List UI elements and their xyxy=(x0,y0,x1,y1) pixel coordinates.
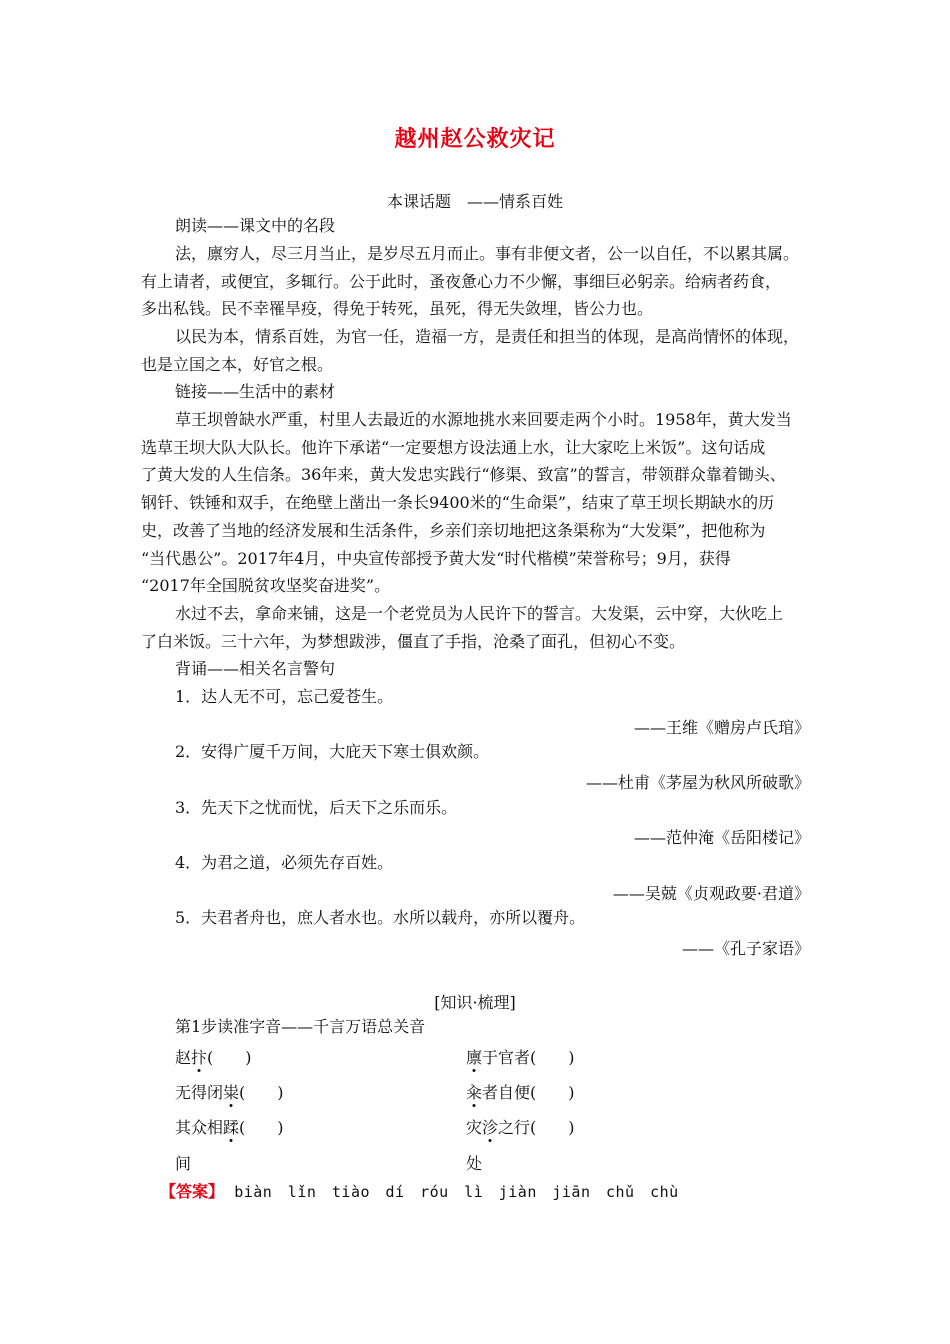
answer-row xyxy=(160,1179,679,1202)
knowledge-heading: [知识·梳理] xyxy=(434,993,516,1012)
link-p1-line-4: 钢钎、铁锤和双手，在绝壁上凿出一条长9400米的“生命渠”，结束了草王坝长期缺水的历 xyxy=(141,493,775,512)
link-p1-line-3: 了黄大发的人生信条。36年来，黄大发忠实践行“修渠、致富”的誓言，带领群众靠着锄头、 xyxy=(141,465,786,484)
read-p1-line-2: 有上请者，或便宜，多辄行。公于此时，蚤夜惫心力不少懈，事细巨必躬亲。给病者药食， xyxy=(141,272,782,291)
pron-item-8: 处 xyxy=(466,1154,483,1173)
dotted-char: 粜 xyxy=(223,1083,240,1102)
read-p2-line-2: 也是立国之本，好官之根。 xyxy=(141,355,334,374)
pron-item-1: 赵抃( ) xyxy=(175,1048,252,1067)
dotted-char: 蹂 xyxy=(223,1118,240,1137)
quote-3-text: 3．先天下之忧而忧，后天下之乐而乐。 xyxy=(175,798,458,817)
page-title: 越州赵公救灾记 xyxy=(394,126,556,152)
pron-item-6: 灾沴之行( ) xyxy=(466,1118,575,1137)
dotted-char: 抃 xyxy=(191,1048,208,1067)
answer-label: 【答案】 xyxy=(160,1182,225,1201)
topic-heading: 本课话题 ——情系百姓 xyxy=(386,192,563,211)
read-p1-line-3: 多出私钱。民不幸罹旱疫，得免于转死，虽死，得无失敛埋，皆公力也。 xyxy=(141,299,654,318)
quote-5-text: 5．夫君者舟也，庶人者水也。水所以载舟，亦所以覆舟。 xyxy=(175,908,586,927)
dotted-char: 廪 xyxy=(466,1048,483,1067)
quote-2-source: ——杜甫《茅屋为秋风所破歌》 xyxy=(585,773,810,792)
read-heading: 朗读——课文中的名段 xyxy=(175,216,336,235)
read-p2-line-1: 以民为本，情系百姓，为官一任，造福一方，是责任和担当的体现，是高尚情怀的体现， xyxy=(175,327,800,346)
answer-pinyin: biàn lǐn tiào dí róu lì jiàn jiān chǔ chù xyxy=(234,1183,679,1201)
link-p2-line-1: 水过不去，拿命来铺，这是一个老党员为人民许下的誓言。大发渠，云中穿，大伙吃上 xyxy=(175,604,784,623)
quote-4-source: ——吴兢《贞观政要·君道》 xyxy=(612,884,810,903)
read-p1-line-1: 法，廪穷人，尽三月当止，是岁尽五月而止。事有非便文者，公一以自任，不以累其属。 xyxy=(175,244,800,263)
quote-5-source: ——《孔子家语》 xyxy=(681,939,810,958)
pron-item-7: 间 xyxy=(175,1154,192,1173)
pron-item-3: 无得闭粜( ) xyxy=(175,1083,284,1102)
link-heading: 链接——生活中的素材 xyxy=(175,382,336,401)
link-p1-line-2: 选草王坝大队大队长。他许下承诺“一定要想方设法通上水，让大家吃上米饭”。这句话成 xyxy=(141,438,766,457)
step1-heading: 第1步读准字音——千言万语总关音 xyxy=(175,1017,426,1036)
quote-4-text: 4．为君之道，必须先存百姓。 xyxy=(175,853,394,872)
pron-item-5: 其众相蹂( ) xyxy=(175,1118,284,1137)
pron-item-2: 廪于官者( ) xyxy=(466,1048,575,1067)
pron-item-4: 籴者自便( ) xyxy=(466,1083,575,1102)
quote-3-source: ——范仲淹《岳阳楼记》 xyxy=(633,828,810,847)
recite-heading: 背诵——相关名言警句 xyxy=(175,659,336,678)
link-p2-line-2: 了白米饭。三十六年，为梦想跋涉，僵直了手指，沧桑了面孔，但初心不变。 xyxy=(141,632,686,651)
quote-2-text: 2．安得广厦千万间，大庇天下寒士俱欢颜。 xyxy=(175,742,490,761)
link-p1-line-6: “当代愚公”。2017年4月，中央宣传部授予黄大发“时代楷模”荣誉称号；9月，获得 xyxy=(141,549,731,568)
quote-1-source: ——王维《赠房卢氏琯》 xyxy=(633,718,810,737)
link-p1-line-1: 草王坝曾缺水严重，村里人去最近的水源地挑水来回要走两个小时。1958年，黄大发当 xyxy=(175,410,792,429)
link-p1-line-7: “2017年全国脱贫攻坚奖奋进奖”。 xyxy=(141,576,391,595)
dotted-char: 沴 xyxy=(482,1118,499,1137)
dotted-char: 籴 xyxy=(466,1083,483,1102)
quote-1-text: 1．达人无不可，忘己爱苍生。 xyxy=(175,687,394,706)
link-p1-line-5: 史，改善了当地的经济发展和生活条件，乡亲们亲切地把这条渠称为“大发渠”，把他称为 xyxy=(141,521,766,540)
